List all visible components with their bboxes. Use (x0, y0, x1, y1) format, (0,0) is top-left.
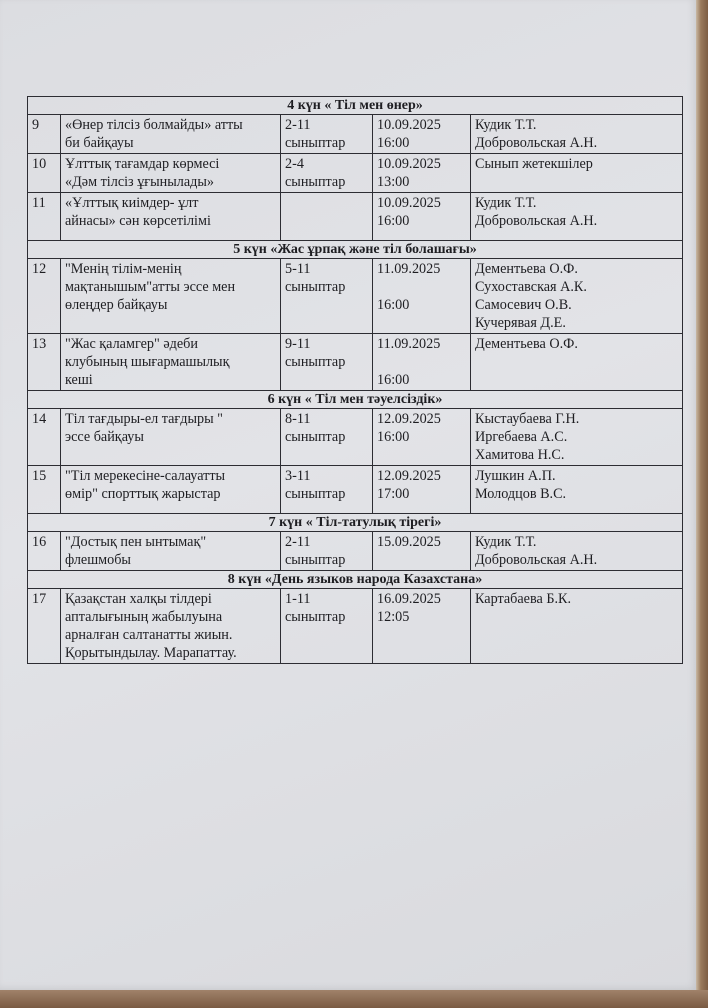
event-row (28, 532, 683, 571)
responsible-persons-line: Молодцов В.С. (475, 486, 567, 502)
event-name-line: "Тіл мерекесіне-салауатты (65, 468, 226, 484)
responsible-persons-line: Самосевич О.В. (475, 297, 572, 313)
event-datetime-line: 11.09.2025 (377, 261, 441, 277)
responsible-persons-line: Кудик Т.Т. (475, 195, 537, 211)
row-number: 16 (28, 532, 61, 571)
event-datetime (373, 259, 471, 334)
responsible-persons-line: Добровольская А.Н. (475, 552, 598, 568)
day-title: 5 күн «Жас ұрпақ және тіл болашағы» (28, 241, 683, 259)
responsible-persons-line: Сухоставская А.К. (475, 279, 587, 295)
events-schedule-table (27, 96, 683, 664)
event-name-line: "Жас қаламгер" әдеби (65, 336, 198, 352)
event-name-line: "Менің тілім-менің (65, 261, 182, 277)
event-datetime-line: 10.09.2025 (377, 156, 441, 172)
row-number: 14 (28, 409, 61, 466)
event-datetime-line: 12:05 (377, 609, 410, 625)
row-number: 15 (28, 466, 61, 514)
responsible-persons-line: Кудик Т.Т. (475, 534, 537, 550)
responsible-persons (471, 334, 683, 391)
responsible-persons (471, 532, 683, 571)
event-datetime-line (377, 353, 466, 371)
row-number: 11 (28, 193, 61, 241)
event-datetime-line: 12.09.2025 (377, 468, 441, 484)
grade-range-line: 2-11 (285, 117, 311, 133)
responsible-persons (471, 259, 683, 334)
day-header-row (28, 514, 683, 532)
day-header-row (28, 391, 683, 409)
event-row (28, 259, 683, 334)
responsible-persons-line: Кучерявая Д.Е. (475, 315, 566, 331)
grade-range-line: 8-11 (285, 411, 311, 427)
event-datetime-line: 16:00 (377, 135, 410, 151)
event-name (61, 532, 281, 571)
event-datetime (373, 193, 471, 241)
event-row (28, 409, 683, 466)
grade-range (281, 334, 373, 391)
grade-range (281, 193, 373, 241)
event-name (61, 259, 281, 334)
wooden-desk-edge (696, 0, 708, 1008)
event-name (61, 154, 281, 193)
grade-range-line: сыныптар (285, 354, 346, 370)
event-datetime-line (377, 278, 466, 296)
grade-range-line: сыныптар (285, 609, 346, 625)
responsible-persons-line: Кудик Т.Т. (475, 117, 537, 133)
event-name-line: мақтанышым"атты эссе мен (65, 279, 236, 295)
event-name-line: өмір" спорттық жарыстар (65, 486, 221, 502)
day-header-row (28, 241, 683, 259)
responsible-persons-line: Дементьева О.Ф. (475, 336, 578, 352)
event-datetime-line: 16:00 (377, 429, 410, 445)
event-name-line: Қазақстан халқы тілдері (65, 591, 212, 607)
grade-range-line: 3-11 (285, 468, 311, 484)
responsible-persons-line: Сынып жетекшілер (475, 156, 593, 172)
grade-range (281, 466, 373, 514)
event-datetime (373, 466, 471, 514)
grade-range (281, 115, 373, 154)
grade-range-line: 1-11 (285, 591, 311, 607)
event-name (61, 334, 281, 391)
grade-range-line: сыныптар (285, 174, 346, 190)
day-header-row (28, 571, 683, 589)
event-name-line: Тіл тағдыры-ел тағдыры " (65, 411, 223, 427)
responsible-persons-line: Лушкин А.П. (475, 468, 556, 484)
event-name (61, 193, 281, 241)
event-name-line: кеші (65, 372, 93, 388)
event-name (61, 589, 281, 664)
event-datetime-line: 16:00 (377, 372, 410, 388)
event-name-line: арналған салтанатты жиын. (65, 627, 233, 643)
responsible-persons (471, 466, 683, 514)
row-number: 9 (28, 115, 61, 154)
grade-range (281, 154, 373, 193)
event-datetime-line: 12.09.2025 (377, 411, 441, 427)
grade-range-line: 9-11 (285, 336, 311, 352)
responsible-persons (471, 589, 683, 664)
event-name-line: өлеңдер байқауы (65, 297, 168, 313)
event-datetime (373, 589, 471, 664)
grade-range (281, 409, 373, 466)
day-title: 4 күн « Тіл мен өнер» (28, 97, 683, 115)
grade-range-line: 2-11 (285, 534, 311, 550)
event-row (28, 466, 683, 514)
grade-range-line: 2-4 (285, 156, 304, 172)
grade-range-line: 5-11 (285, 261, 311, 277)
day-title: 6 күн « Тіл мен тәуелсіздік» (28, 391, 683, 409)
event-datetime-line: 10.09.2025 (377, 195, 441, 211)
event-name (61, 409, 281, 466)
event-name-line: "Достық пен ынтымақ" (65, 534, 207, 550)
responsible-persons-line: Кыстаубаева Г.Н. (475, 411, 580, 427)
event-datetime-line: 16.09.2025 (377, 591, 441, 607)
wooden-desk-bottom (0, 990, 708, 1008)
event-name-line: Қорытындылау. Марапаттау. (65, 645, 237, 661)
event-datetime (373, 532, 471, 571)
event-name-line: «Дәм тілсіз ұғынылады» (65, 174, 214, 190)
row-number: 17 (28, 589, 61, 664)
event-name (61, 466, 281, 514)
event-datetime (373, 334, 471, 391)
row-number: 12 (28, 259, 61, 334)
responsible-persons-line: Добровольская А.Н. (475, 135, 598, 151)
event-row (28, 589, 683, 664)
responsible-persons-line: Дементьева О.Ф. (475, 261, 578, 277)
event-datetime (373, 409, 471, 466)
event-datetime-line: 16:00 (377, 297, 410, 313)
event-name-line: Ұлттық тағамдар көрмесі (65, 156, 220, 172)
day-title: 8 күн «День языков народа Казахстана» (28, 571, 683, 589)
event-name-line: «Ұлттық киімдер- ұлт (65, 195, 199, 211)
grade-range-line: сыныптар (285, 135, 346, 151)
grade-range-line: сыныптар (285, 552, 346, 568)
event-datetime-line: 13:00 (377, 174, 410, 190)
responsible-persons (471, 409, 683, 466)
event-name-line: апталығының жабылуына (65, 609, 223, 625)
responsible-persons (471, 154, 683, 193)
event-row (28, 115, 683, 154)
row-number: 13 (28, 334, 61, 391)
event-name-line: «Өнер тілсіз болмайды» атты (65, 117, 243, 133)
event-datetime-line: 11.09.2025 (377, 336, 441, 352)
grade-range-line: сыныптар (285, 279, 346, 295)
event-name-line: эссе байқауы (65, 429, 144, 445)
grade-range (281, 259, 373, 334)
event-row (28, 193, 683, 241)
event-row (28, 334, 683, 391)
event-datetime-line: 17:00 (377, 486, 410, 502)
event-datetime (373, 154, 471, 193)
event-datetime-line: 10.09.2025 (377, 117, 441, 133)
responsible-persons-line: Хамитова Н.С. (475, 447, 565, 463)
responsible-persons-line: Добровольская А.Н. (475, 213, 598, 229)
grade-range (281, 589, 373, 664)
grade-range-line: сыныптар (285, 486, 346, 502)
event-row (28, 154, 683, 193)
responsible-persons-line: Иргебаева А.С. (475, 429, 568, 445)
event-name-line: би байқауы (65, 135, 134, 151)
event-name (61, 115, 281, 154)
row-number: 10 (28, 154, 61, 193)
event-datetime (373, 115, 471, 154)
grade-range (281, 532, 373, 571)
event-name-line: клубының шығармашылық (65, 354, 230, 370)
event-datetime-line: 15.09.2025 (377, 534, 441, 550)
responsible-persons (471, 115, 683, 154)
event-datetime-line: 16:00 (377, 213, 410, 229)
day-title: 7 күн « Тіл-татулық тірегі» (28, 514, 683, 532)
grade-range-line: сыныптар (285, 429, 346, 445)
responsible-persons (471, 193, 683, 241)
event-name-line: флешмобы (65, 552, 131, 568)
event-name-line: айнасы» сән көрсетілімі (65, 213, 211, 229)
responsible-persons-line: Картабаева Б.К. (475, 591, 572, 607)
day-header-row (28, 97, 683, 115)
